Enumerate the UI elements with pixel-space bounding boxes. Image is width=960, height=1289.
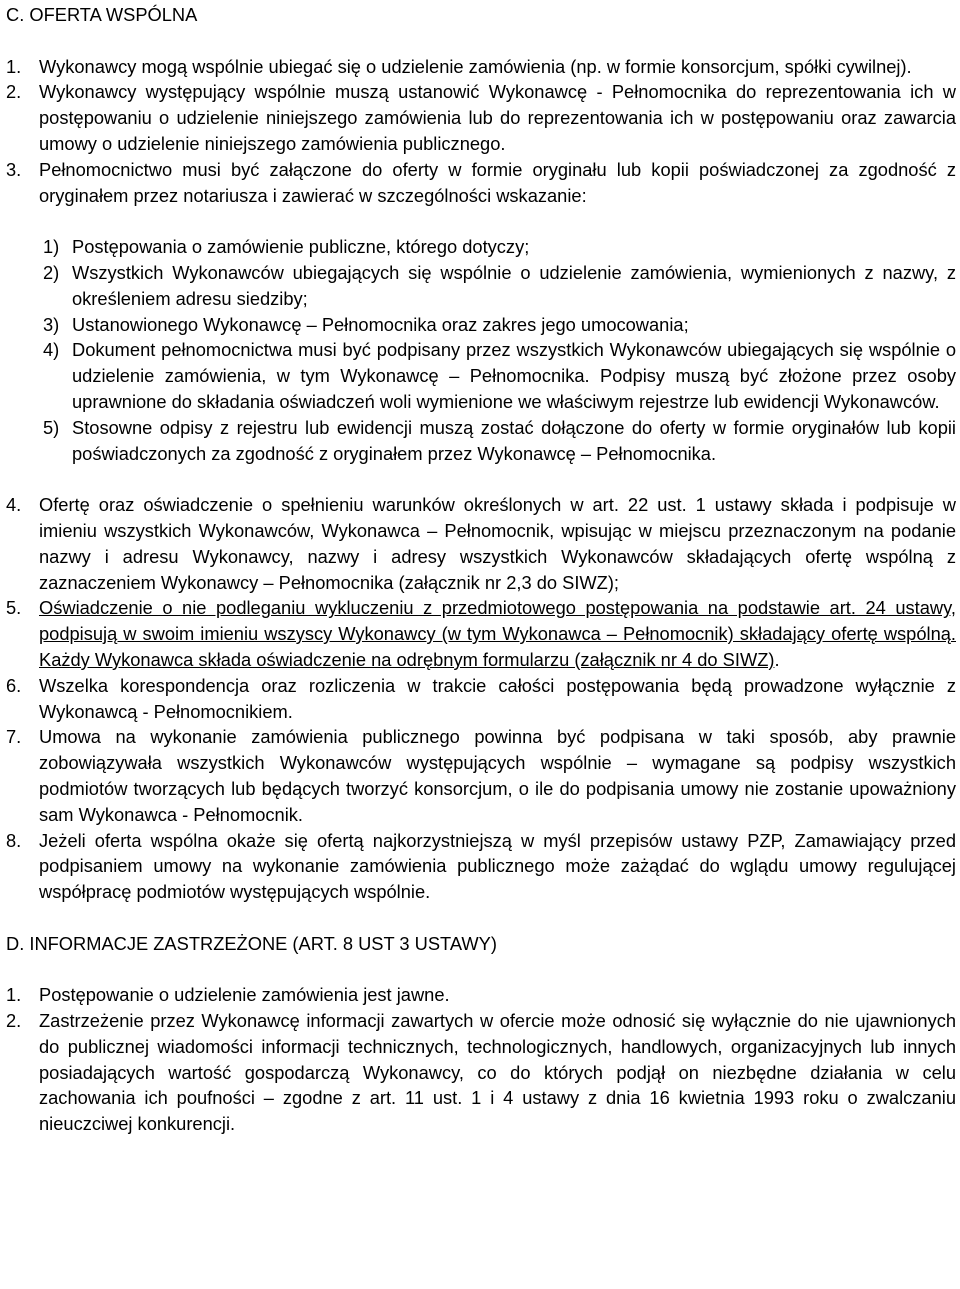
- text-tail: .: [774, 648, 780, 670]
- sub-item: [43, 312, 960, 338]
- underlined-text: Oświadczenie o nie podleganiu wykluczeniu z przedmiotowego postępowania na podstawie art. 24 ustawy, podpisują w swoim imieniu wszyscy Wykonawcy (w tym Wykonawca – Pełnomocnik) składający ofertę wspólną. Każdy Wykonawca składa oświadczenie na odrębnym formularzu (załącznik nr 4 do SIWZ): [39, 597, 956, 670]
- sub-item-number: 5): [43, 416, 60, 438]
- sub-item-number: 1): [43, 236, 60, 258]
- spacer: [0, 956, 960, 982]
- section-c-list-continued: [0, 492, 960, 905]
- item-text: Pełnomocnictwo musi być załączone do oferty w formie oryginału lub kopii poświadczonej za zgodność z oryginałem przez notariusza i zawierać w szczególności wskazanie:: [39, 158, 956, 206]
- item-number: 3.: [6, 158, 22, 180]
- item-text: Zastrzeżenie przez Wykonawcę informacji zawartych w ofercie może odnosić się wyłącznie do nie ujawnionych do publicznej wiadomości informacji technicznych, technologicznych, handlowych, organizacyjnych lub innych posiadających wartość gospodarczą Wykonawcy, co do których podjął on niezbędne działania w celu zachowania ich poufności – zgodne z art. 11 ust. 1 i 4 ustawy z dnia 16 kwietnia 1993 roku o zwalczaniu nieuczciwej konkurencji.: [39, 1010, 956, 1135]
- list-item: [0, 1008, 960, 1137]
- list-item: [0, 54, 960, 80]
- sub-item: [43, 260, 960, 312]
- item-number: 1.: [6, 55, 22, 77]
- sub-item-number: 4): [43, 339, 60, 361]
- section-d-list: [0, 982, 960, 1137]
- sub-item-number: 3): [43, 313, 60, 335]
- list-item: [0, 673, 960, 725]
- sub-item: [43, 415, 960, 467]
- item-text: Jeżeli oferta wspólna okaże się ofertą najkorzystniejszą w myśl przepisów ustawy PZP, Zamawiający przed podpisaniem umowy na wykonanie zamówienia publicznego może zażądać do wglądu umowy regulującej współpracę podmiotów występujących wspólnie.: [39, 829, 956, 903]
- sub-item: [43, 234, 960, 260]
- spacer: [0, 466, 960, 492]
- sub-item-number: 2): [43, 261, 60, 283]
- item-text: Wykonawcy mogą wspólnie ubiegać się o udzielenie zamówienia (np. w formie konsorcjum, spółki cywilnej).: [39, 55, 912, 77]
- item-number: 1.: [6, 984, 22, 1006]
- item-number: 5.: [6, 597, 22, 619]
- spacer: [0, 208, 960, 234]
- sub-item: [43, 337, 960, 414]
- item-text: Umowa na wykonanie zamówienia publicznego powinna być podpisana w taki sposób, aby prawnie zobowiązywała wszystkich Wykonawców występujących wspólnie – wymagane są podpisy wszystkich podmiotów tworzących lub będących tworzyć konsorcjum, o ile do podpisania umowy nie zostanie upoważniony sam Wykonawca - Pełnomocnik.: [39, 726, 956, 825]
- item-number: 2.: [6, 1010, 22, 1032]
- list-item: [0, 982, 960, 1008]
- list-item: [0, 828, 960, 905]
- list-item: [0, 595, 960, 672]
- sub-item-text: Postępowania o zamówienie publiczne, którego dotyczy;: [72, 236, 530, 258]
- item-number: 7.: [6, 726, 22, 748]
- spacer: [0, 28, 960, 54]
- item-text: [39, 595, 960, 672]
- sub-item-text: Wszystkich Wykonawców ubiegających się wspólnie o udzielenie zamówienia, wymienionych z nazwy, z określeniem adresu siedziby;: [72, 261, 956, 309]
- list-item: [0, 492, 960, 595]
- sub-item-text: Stosowne odpisy z rejestru lub ewidencji muszą zostać dołączone do oferty w formie oryginałów lub kopii poświadczonych za zgodność z oryginałem przez Wykonawcę – Pełnomocnika.: [72, 416, 956, 464]
- section-c-heading: C. OFERTA WSPÓLNA: [6, 4, 198, 25]
- section-d-heading: D. INFORMACJE ZASTRZEŻONE (ART. 8 UST 3 USTAWY): [6, 932, 497, 954]
- item-number: 8.: [6, 829, 22, 851]
- item-text: Postępowanie o udzielenie zamówienia jest jawne.: [39, 984, 450, 1006]
- item-number: 6.: [6, 674, 22, 696]
- list-item: [0, 157, 960, 209]
- item-text: Ofertę oraz oświadczenie o spełnieniu warunków określonych w art. 22 ust. 1 ustawy składa i podpisuje w imieniu wszystkich Wykonawców, Wykonawca – Pełnomocnik, wpisując w miejscu przeznaczonym na podanie nazwy i adresu Wykonawcy, nazwy i adresy wszystkich Wykonawców składających ofertę wspólną z zaznaczeniem Wykonawcy – Pełnomocnika (załącznik nr 2,3 do SIWZ);: [39, 494, 956, 593]
- list-item: [0, 79, 960, 156]
- section-c-list: [0, 54, 960, 209]
- item-text: Wykonawcy występujący wspólnie muszą ustanowić Wykonawcę - Pełnomocnika do reprezentowania ich w postępowaniu o udzielenie niniejszego zamówienia lub do reprezentowania ich w postępowaniu oraz zawarcia umowy o udzielenie niniejszego zamówienia publicznego.: [39, 81, 956, 154]
- item-text: Wszelka korespondencja oraz rozliczenia w trakcie całości postępowania będą prowadzone wyłącznie z Wykonawcą - Pełnomocnikiem.: [39, 674, 956, 722]
- section-c-sublist: [0, 234, 960, 466]
- list-item: [0, 724, 960, 827]
- spacer: [0, 905, 960, 931]
- sub-item-text: Ustanowionego Wykonawcę – Pełnomocnika oraz zakres jego umocowania;: [72, 313, 689, 335]
- item-number: 2.: [6, 81, 22, 103]
- item-number: 4.: [6, 494, 22, 516]
- sub-item-text: Dokument pełnomocnictwa musi być podpisany przez wszystkich Wykonawców ubiegających się wspólnie o udzielenie zamówienia, w tym Wykonawcę – Pełnomocnika. Podpisy muszą być złożone przez osoby uprawnione do składania oświadczeń woli wymienione we właściwym rejestrze lub ewidencji Wykonawców.: [72, 339, 956, 412]
